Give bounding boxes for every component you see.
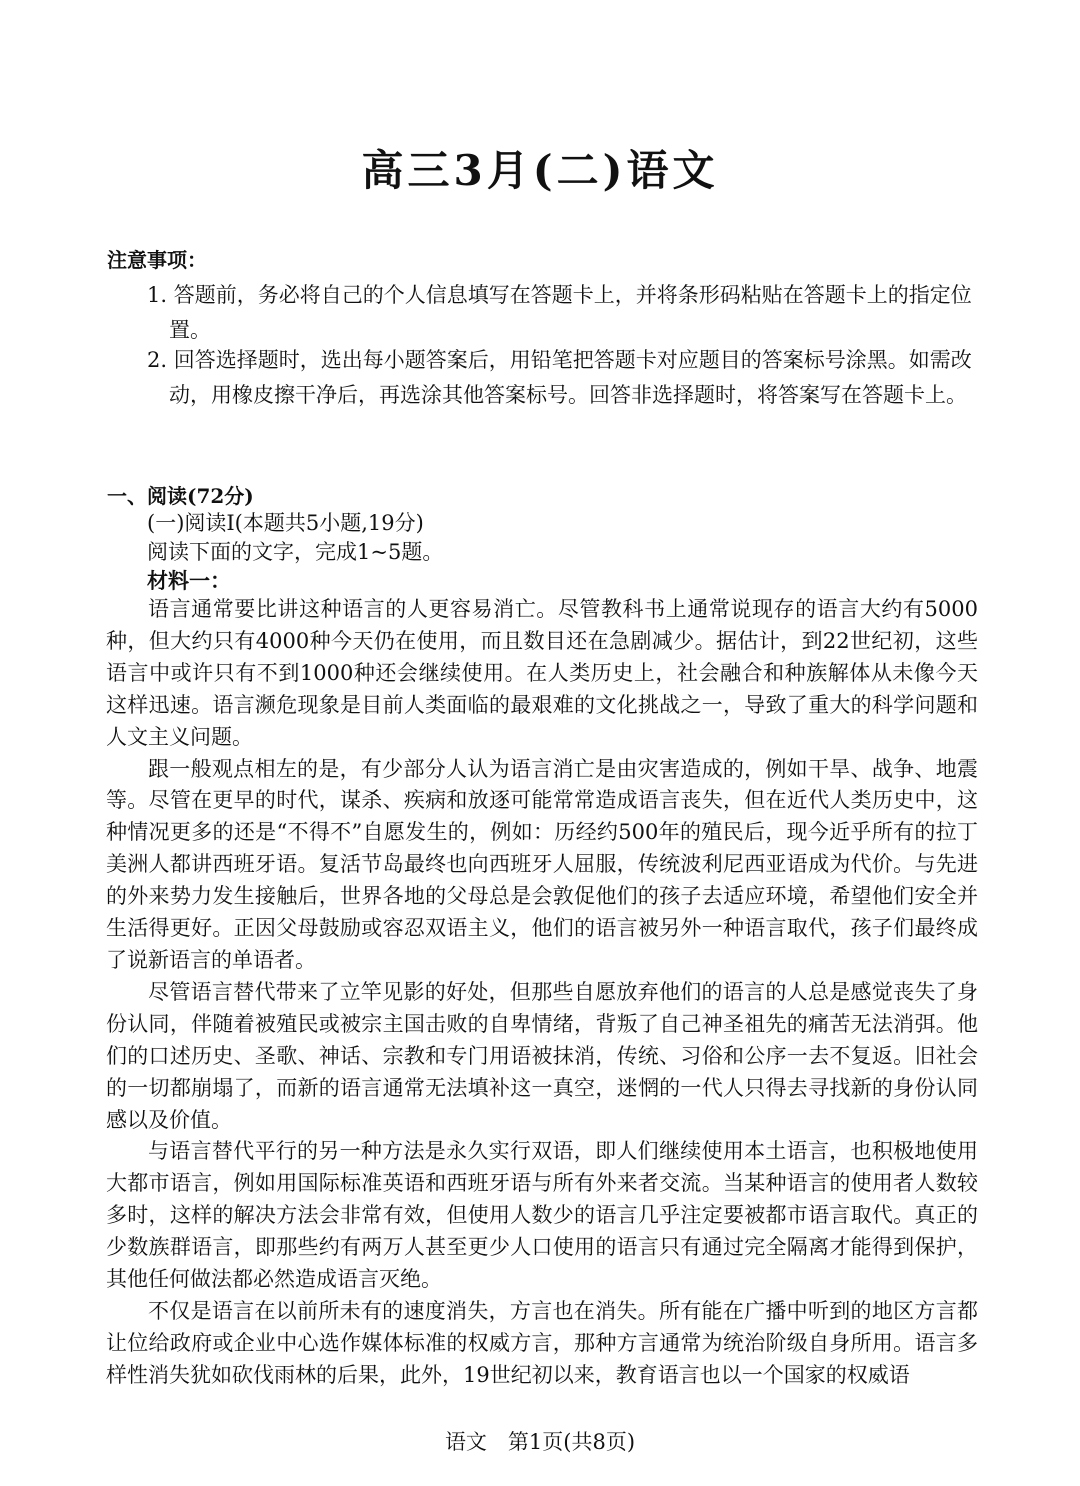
exam-title: 高三3月(二)语文 <box>361 146 719 195</box>
passage-paragraph-5: 不仅是语言在以前所未有的速度消失，方言也在消失。所有能在广播中听到的地区方言都让位给政府或企业中心选作媒体标准的权威方言，那种方言通常为统治阶级自身所用。语言多样性消失犹如砍伐雨林的后果，此外，19世纪初以来，教育语言也以一个国家的权威语 <box>106 1298 978 1387</box>
passage-paragraph-1: 语言通常要比讲这种语言的人更容易消亡。尽管教科书上通常说现存的语言大约有5000种，但大约只有4000种今天仍在使用，而且数目还在急剧减少。据估计，到22世纪初，这些语言中或许只有不到1000种还会继续使用。在人类历史上，社会融合和种族解体从未像今天这样迅速。语言濒危现象是目前人类面临的最艰难的文化挑战之一，导致了重大的科学问题和人文主义问题。 <box>106 597 978 749</box>
notice-item-2: 2. 回答选择题时，选出每小题答案后，用铅笔把答题卡对应题目的答案标号涂黑。如需改动，用橡皮擦干净后，再选涂其他答案标号。回答非选择题时，将答案写在答题卡上。 <box>147 348 972 407</box>
notice-heading: 注意事项： <box>107 248 207 272</box>
section-heading: 一、阅读(72分) <box>107 484 254 508</box>
passage-paragraph-3: 尽管语言替代带来了立竿见影的好处，但那些自愿放弃他们的语言的人总是感觉丧失了身份认同，伴随着被殖民或被宗主国击败的自卑情绪，背叛了自己神圣祖先的痛苦无法消弭。他们的口述历史、圣歌、神话、宗教和专门用语被抹消，传统、习俗和公序一去不复返。旧社会的一切都崩塌了，而新的语言通常无法填补这一真空，迷惘的一代人只得去寻找新的身份认同感以及价值。 <box>106 979 978 1132</box>
passage-body <box>106 594 978 1392</box>
page-footer: 语文 第1页(共8页) <box>444 1430 636 1454</box>
section-subheading: (一)阅读Ⅰ(本题共5小题,19分) <box>147 511 424 535</box>
notice-item-1: 1. 答题前，务必将自己的个人信息填写在答题卡上，并将条形码粘贴在答题卡上的指定位置。 <box>147 283 972 342</box>
material-label: 材料一： <box>147 568 231 593</box>
section-instruction: 阅读下面的文字，完成1~5题。 <box>147 540 444 564</box>
passage-paragraph-2: 跟一般观点相左的是，有少部分人认为语言消亡是由灾害造成的，例如干旱、战争、地震等。尽管在更早的时代，谋杀、疾病和放逐可能常常造成语言丧失，但在近代人类历史中，这种情况更多的还是“不得不”自愿发生的，例如：历经约500年的殖民后，现今近乎所有的拉丁美洲人都讲西班牙语。复活节岛最终也向西班牙人屈服，传统波利尼西亚语成为代价。与先进的外来势力发生接触后，世界各地的父母总是会敦促他们的孩子去适应环境，希望他们安全并生活得更好。正因父母鼓励或容忍双语主义，他们的语言被另外一种语言取代，孩子们最终成了说新语言的单语者。 <box>106 756 978 972</box>
passage-paragraph-4: 与语言替代平行的另一种方法是永久实行双语，即人们继续使用本土语言，也积极地使用大都市语言，例如用国际标准英语和西班牙语与所有外来者交流。当某种语言的使用者人数较多时，这样的解决方法会非常有效，但使用人数少的语言几乎注定要被都市语言取代。真正的少数族群语言，即那些约有两万人甚至更少人口使用的语言只有通过完全隔离才能得到保护，其他任何做法都必然造成语言灭绝。 <box>106 1139 978 1292</box>
